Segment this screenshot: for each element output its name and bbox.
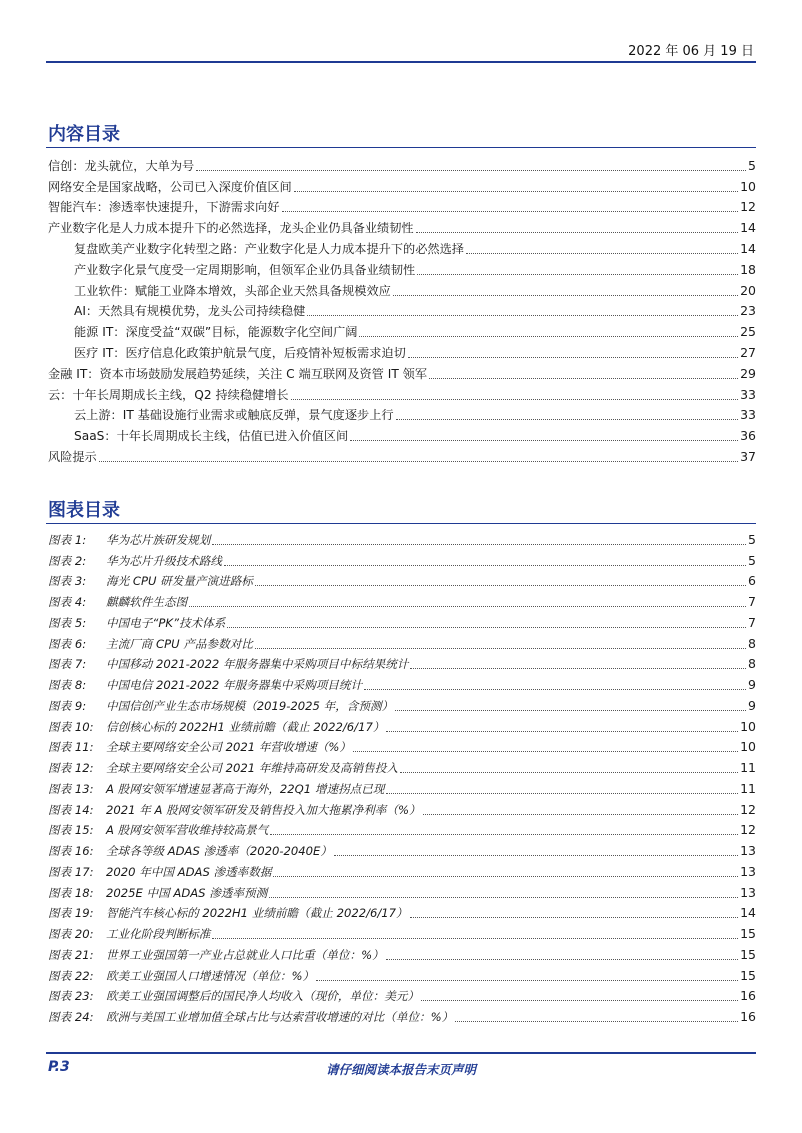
figure-page: 5 — [748, 552, 756, 568]
figure-number: 图表 17: — [48, 864, 94, 879]
figure-page: 11 — [740, 780, 756, 796]
toc-entry-page: 18 — [740, 261, 756, 277]
figure-title: 全球各等级 ADAS 渗透率（2020-2040E） — [106, 844, 332, 858]
figures-title: 图表目录 — [48, 500, 120, 521]
figure-number: 图表 19: — [48, 906, 94, 921]
figure-entry[interactable] — [48, 631, 756, 652]
toc-entry-page: 37 — [740, 448, 756, 464]
toc-entry-title: 云：十年长周期成长主线，Q2 持续稳健增长 — [48, 387, 289, 402]
figure-number: 图表 11: — [48, 740, 94, 755]
figure-number: 图表 6: — [48, 636, 87, 651]
figure-page: 14 — [740, 905, 756, 921]
dot-leader — [224, 553, 746, 566]
dot-leader — [189, 594, 746, 607]
figure-number: 图表 12: — [48, 761, 94, 775]
figure-entry[interactable] — [48, 610, 756, 631]
figure-title: 中国电信 2021-2022 年服务器集中采购项目统计 — [106, 678, 363, 692]
figure-title: 全球主要网络安全公司 2021 年营收增速（%） — [106, 740, 351, 755]
toc-entry[interactable] — [48, 215, 756, 236]
dot-leader — [416, 220, 738, 233]
figure-number: 图表 10: — [48, 719, 94, 734]
figure-title: 中国电子“PK”技术体系 — [106, 615, 226, 630]
figure-number: 图表 18: — [48, 885, 94, 900]
toc-entry-page: 10 — [740, 178, 756, 194]
toc-entry[interactable] — [48, 195, 756, 216]
figure-page: 16 — [740, 1009, 756, 1024]
figure-title: 全球主要网络安全公司 2021 年维持高研发及高销售投入 — [106, 761, 398, 775]
figure-title: 主流厂商 CPU 产品参数对比 — [106, 636, 253, 651]
figure-entry[interactable] — [48, 714, 756, 735]
figure-title: 麒麟软件生态图 — [106, 595, 188, 609]
dot-leader — [307, 303, 738, 316]
toc-entry-title: 云上游：IT 基础设施行业需求或触底反弹，景气度逐步上行 — [74, 408, 394, 423]
figure-number: 图表 9: — [48, 698, 87, 713]
figure-entry[interactable] — [48, 527, 756, 548]
toc-entry-page: 5 — [748, 157, 756, 173]
toc-entry-page: 23 — [740, 303, 756, 319]
figure-entry[interactable] — [48, 735, 756, 756]
toc-entry-title: 网络安全是国家战略，公司已入深度价值区间 — [48, 179, 292, 194]
dot-leader — [466, 241, 738, 254]
dot-leader — [291, 387, 738, 400]
dot-leader — [269, 885, 738, 898]
figure-entry[interactable] — [48, 859, 756, 880]
dot-leader — [99, 449, 738, 462]
toc-entry[interactable] — [48, 403, 756, 424]
figures-title-divider — [46, 523, 756, 524]
dot-leader — [334, 843, 738, 856]
toc-entry-page: 36 — [740, 428, 756, 444]
figure-entry[interactable] — [48, 1004, 756, 1025]
figure-title: 华为芯片族研发规划 — [106, 532, 211, 547]
figure-page: 10 — [740, 718, 756, 734]
figure-page: 15 — [740, 967, 756, 983]
figure-entry[interactable] — [48, 963, 756, 984]
dot-leader — [421, 988, 738, 1001]
figure-number: 图表 14: — [48, 802, 94, 817]
figure-entry[interactable] — [48, 672, 756, 693]
figure-title: 欧美工业强国调整后的国民净人均收入（现价，单位：美元） — [106, 989, 420, 1004]
figure-number: 图表 13: — [48, 781, 94, 796]
dot-leader — [196, 158, 746, 171]
toc-entry-page: 29 — [740, 365, 756, 381]
dot-leader — [400, 760, 738, 773]
figure-entry[interactable] — [48, 880, 756, 901]
toc-entry-title: 产业数字化是人力成本提升下的必然选择，龙头企业仍具备业绩韧性 — [48, 221, 414, 236]
figure-title: 信创核心标的 2022H1 业绩前瞻（截止 2022/6/17） — [106, 719, 385, 734]
dot-leader — [212, 532, 746, 545]
figure-number: 图表 1: — [48, 532, 87, 547]
toc-entry[interactable] — [48, 153, 756, 174]
figure-page: 7 — [748, 594, 756, 609]
figure-page: 16 — [740, 988, 756, 1004]
figure-number: 图表 15: — [48, 823, 94, 838]
figure-page: 7 — [748, 614, 756, 630]
figure-entry[interactable] — [48, 818, 756, 839]
dot-leader — [429, 366, 738, 379]
toc-entry-page: 25 — [740, 324, 756, 340]
disclaimer-note: 请仔细阅读本报告末页声明 — [325, 1062, 476, 1077]
figure-number: 图表 2: — [48, 553, 87, 568]
contents-title-divider — [46, 147, 756, 148]
report-date: 2022 年 06 月 19 日 — [628, 44, 754, 59]
dot-leader — [417, 262, 738, 275]
dot-leader — [255, 636, 746, 649]
figure-number: 图表 8: — [48, 678, 87, 692]
dot-leader — [386, 781, 738, 794]
figure-entry[interactable] — [48, 942, 756, 963]
figure-title: 中国信创产业生态市场规模（2019-2025 年，含预测） — [106, 698, 394, 713]
dot-leader — [396, 407, 738, 420]
toc-entry-title: 医疗 IT：医疗信息化政策护航景气度，后疫情补短板需求迫切 — [74, 345, 406, 360]
figure-entry[interactable] — [48, 652, 756, 673]
figure-entry[interactable] — [48, 755, 756, 776]
footer-divider — [46, 1052, 756, 1054]
figure-title: 2025E 中国 ADAS 渗透率预测 — [106, 885, 268, 900]
table-of-contents — [48, 153, 756, 465]
figure-entry[interactable] — [48, 984, 756, 1005]
toc-entry-title: 风险提示 — [48, 449, 97, 464]
figure-page: 8 — [748, 635, 756, 651]
figure-number: 图表 16: — [48, 844, 94, 858]
dot-leader — [410, 905, 738, 918]
figure-number: 图表 21: — [48, 947, 94, 962]
toc-entry[interactable] — [48, 382, 756, 403]
dot-leader — [227, 615, 746, 628]
dot-leader — [353, 739, 738, 752]
dot-leader — [273, 864, 738, 877]
figure-entry[interactable] — [48, 548, 756, 569]
toc-entry-title: 能源 IT：深度受益“双碳”目标，能源数字化空间广阔 — [74, 325, 358, 340]
dot-leader — [282, 199, 739, 212]
dot-leader — [386, 947, 738, 960]
toc-entry[interactable] — [48, 299, 756, 320]
list-of-figures — [48, 527, 756, 1025]
figure-title: 海光 CPU 研发量产演进路标 — [106, 574, 253, 589]
figure-entry[interactable] — [48, 776, 756, 797]
page-number: P.3 — [48, 1059, 70, 1075]
figure-number: 图表 24: — [48, 1010, 94, 1024]
figure-page: 11 — [740, 760, 756, 775]
figure-title: A 股网安领军营收维持较高景气 — [106, 823, 269, 838]
figure-number: 图表 7: — [48, 657, 87, 672]
figure-entry[interactable] — [48, 921, 756, 942]
header-divider — [46, 61, 756, 63]
figure-page: 13 — [740, 843, 756, 858]
figure-number: 图表 20: — [48, 927, 94, 941]
dot-leader — [364, 677, 746, 690]
dot-leader — [423, 802, 739, 815]
toc-entry-page: 12 — [740, 199, 756, 215]
figure-number: 图表 23: — [48, 989, 94, 1004]
toc-entry[interactable] — [48, 278, 756, 299]
toc-entry-title: 工业软件：赋能工业降本增效，头部企业天然具备规模效应 — [74, 283, 391, 298]
figure-page: 6 — [748, 573, 756, 589]
figure-title: 华为芯片升级技术路线 — [106, 553, 222, 568]
toc-entry-title: 产业数字化景气度受一定周期影响，但领军企业仍具备业绩韧性 — [74, 262, 416, 277]
dot-leader — [393, 283, 738, 296]
figure-entry[interactable] — [48, 589, 756, 610]
figure-title: 2020 年中国 ADAS 渗透率数据 — [106, 864, 272, 879]
toc-entry[interactable] — [48, 319, 756, 340]
figure-number: 图表 3: — [48, 574, 87, 589]
toc-entry[interactable] — [48, 423, 756, 444]
figure-title: 中国移动 2021-2022 年服务器集中采购项目中标结果统计 — [106, 657, 409, 672]
dot-leader — [359, 324, 738, 337]
figure-title: 世界工业强国第一产业占总就业人口比重（单位：%） — [106, 947, 384, 962]
toc-entry-page: 27 — [740, 344, 756, 360]
figure-page: 5 — [748, 531, 756, 547]
toc-entry-page: 14 — [740, 220, 756, 236]
figure-number: 图表 22: — [48, 968, 94, 983]
dot-leader — [410, 656, 746, 669]
figure-page: 10 — [740, 739, 756, 755]
figure-number: 图表 4: — [48, 595, 87, 609]
figure-title: 欧洲与美国工业增加值全球占比与达索营收增速的对比（单位：%） — [106, 1010, 454, 1024]
toc-entry[interactable] — [48, 174, 756, 195]
figure-title: 智能汽车核心标的 2022H1 业绩前瞻（截止 2022/6/17） — [106, 906, 408, 921]
figure-page: 15 — [740, 926, 756, 941]
contents-title: 内容目录 — [48, 124, 120, 145]
toc-entry-title: 复盘欧美产业数字化转型之路：产业数字化是人力成本提升下的必然选择 — [74, 241, 464, 256]
figure-page: 13 — [740, 884, 756, 900]
toc-entry[interactable] — [48, 340, 756, 361]
figure-page: 13 — [740, 863, 756, 879]
figure-page: 12 — [740, 801, 756, 817]
toc-entry-title: AI：天然具有规模优势，龙头公司持续稳健 — [74, 304, 306, 319]
toc-entry-page: 33 — [740, 386, 756, 402]
figure-entry[interactable] — [48, 569, 756, 590]
figure-page: 12 — [740, 822, 756, 838]
dot-leader — [350, 428, 738, 441]
dot-leader — [270, 822, 738, 835]
toc-entry-title: SaaS：十年长周期成长主线，估值已进入价值区间 — [74, 429, 349, 444]
toc-entry[interactable] — [48, 257, 756, 278]
dot-leader — [408, 345, 738, 358]
dot-leader — [455, 1009, 738, 1022]
figure-page: 15 — [740, 946, 756, 962]
dot-leader — [294, 179, 738, 192]
figure-entry[interactable] — [48, 693, 756, 714]
figure-page: 8 — [748, 656, 756, 672]
dot-leader — [255, 573, 746, 586]
dot-leader — [212, 926, 738, 939]
figure-page: 9 — [748, 697, 756, 713]
toc-entry[interactable] — [48, 236, 756, 257]
dot-leader — [395, 698, 746, 711]
figure-title: 工业化阶段判断标准 — [106, 927, 211, 941]
figure-title: A 股网安领军增速显著高于海外，22Q1 增速拐点已现 — [106, 781, 385, 796]
toc-entry-page: 14 — [740, 240, 756, 256]
toc-entry-page: 20 — [740, 282, 756, 298]
figure-entry[interactable] — [48, 838, 756, 859]
toc-entry-page: 33 — [740, 407, 756, 423]
figure-title: 2021 年 A 股网安领军研发及销售投入加大拖累净利率（%） — [106, 802, 421, 817]
figure-page: 9 — [748, 677, 756, 692]
dot-leader — [386, 719, 738, 732]
dot-leader — [316, 968, 738, 981]
toc-entry-title: 金融 IT：资本市场鼓励发展趋势延续，关注 C 端互联网及资管 IT 领军 — [48, 366, 428, 381]
figure-entry[interactable] — [48, 901, 756, 922]
toc-entry-title: 信创：龙头就位，大单为号 — [48, 158, 195, 173]
toc-entry-title: 智能汽车：渗透率快速提升，下游需求向好 — [48, 200, 280, 215]
toc-entry[interactable] — [48, 444, 756, 465]
figure-title: 欧美工业强国人口增速情况（单位：%） — [106, 968, 315, 983]
toc-entry[interactable] — [48, 361, 756, 382]
figure-entry[interactable] — [48, 797, 756, 818]
figure-number: 图表 5: — [48, 615, 87, 630]
